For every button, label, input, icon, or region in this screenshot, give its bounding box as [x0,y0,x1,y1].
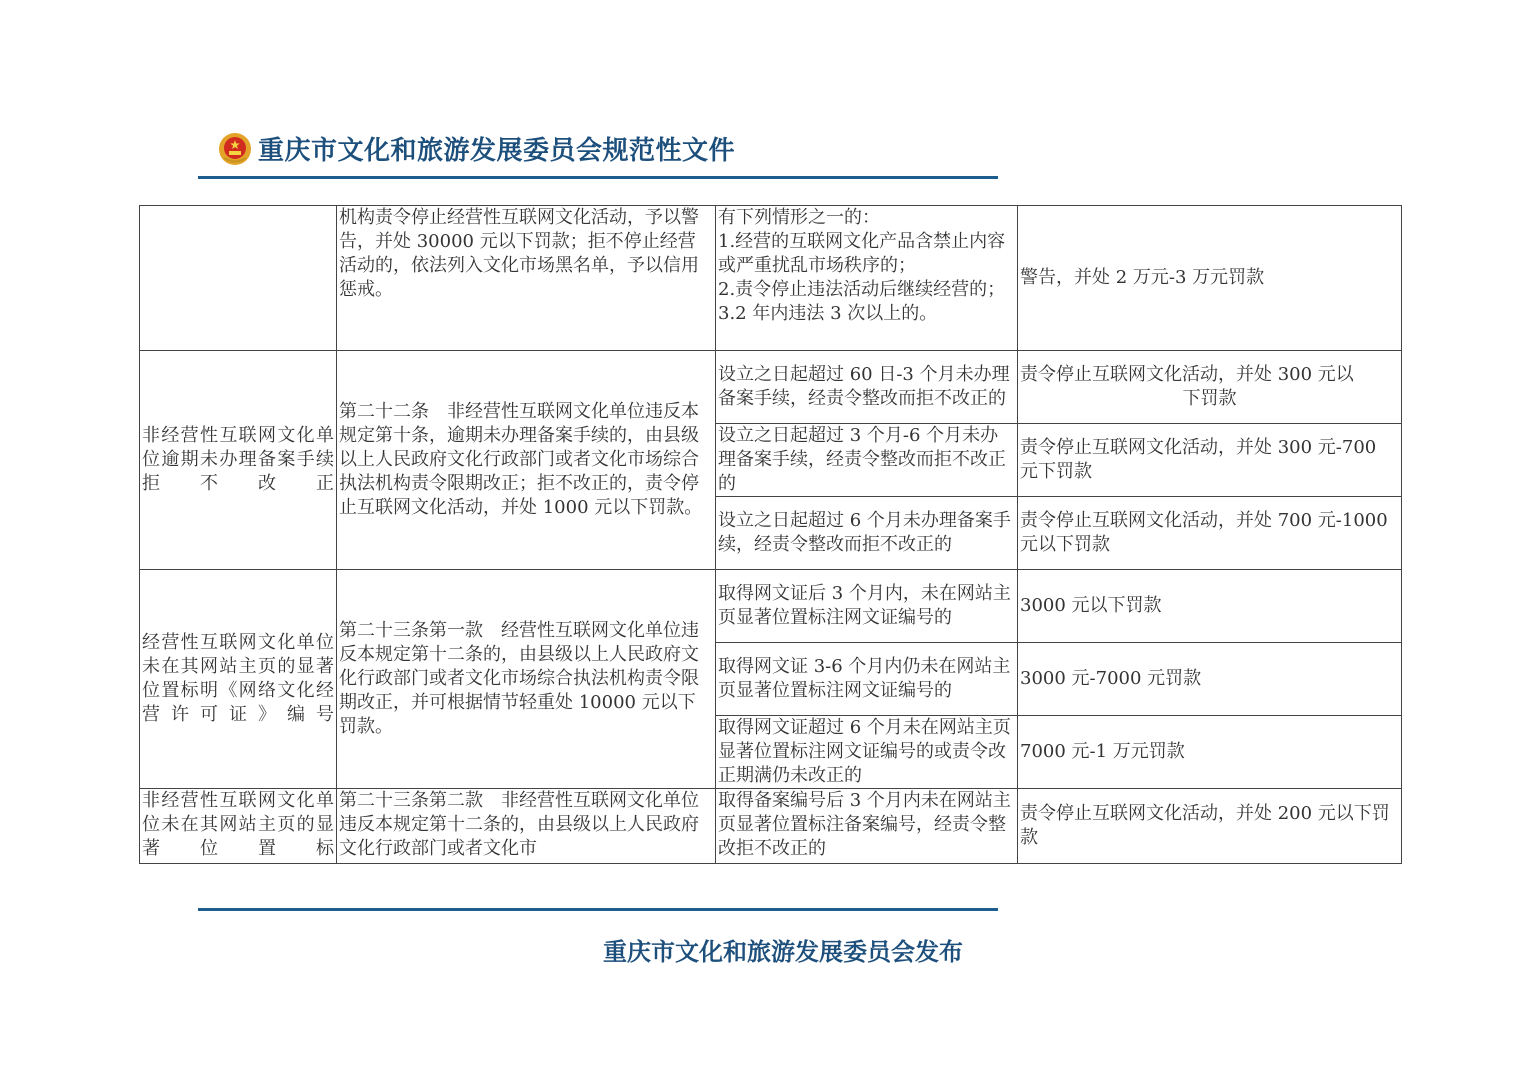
circumstance-cell: 取得网文证超过 6 个月未在网站主页显著位置标注网文证编号的或责令改正期满仍未改正的 [716,716,1018,789]
header-divider [198,176,998,179]
circumstance-cell: 取得备案编号后 3 个月内未在网站主页显著位置标注备案编号，经责令整改拒不改正的 [716,789,1018,864]
penalty-cell: 7000 元-1 万元罚款 [1018,716,1402,789]
violation-cell [140,206,337,351]
penalty-cell: 责令停止互联网文化活动，并处 300 元-700 元下罚款 [1018,424,1402,497]
footer-title: 重庆市文化和旅游发展委员会发布 [603,937,963,966]
violation-cell: 非经营性互联网文化单位未在其网站主页的显著位置标 [140,789,337,864]
circumstance-cell: 有下列情形之一的： 1.经营的互联网文化产品含禁止内容或严重扰乱市场秩序的； 2.责令停止违法活动后继续经营的； 3.2 年内违法 3 次以上的。 [716,206,1018,351]
header-title: 重庆市文化和旅游发展委员会规范性文件 [258,136,736,166]
circumstance-cell: 取得网文证 3-6 个月内仍未在网站主页显著位置标注网文证编号的 [716,643,1018,716]
circumstance-cell: 设立之日起超过 60 日-3 个月未办理备案手续，经责令整改而拒不改正的 [716,351,1018,424]
violation-cell: 经营性互联网文化单位未在其网站主页的显著位置标明《网络文化经营许可证》编号 [140,570,337,789]
basis-cell: 机构责令停止经营性互联网文化活动，予以警告，并处 30000 元以下罚款；拒不停止经营活动的，依法列入文化市场黑名单，予以信用惩戒。 [337,206,716,351]
penalty-cell: 3000 元以下罚款 [1018,570,1402,643]
penalty-table [139,205,1402,864]
table-row [140,570,1402,643]
basis-cell: 第二十三条第二款 非经营性互联网文化单位违反本规定第十二条的，由县级以上人民政府文化行政部门或者文化市 [337,789,716,864]
penalty-cell: 责令停止互联网文化活动，并处 200 元以下罚款 [1018,789,1402,864]
basis-cell: 第二十三条第一款 经营性互联网文化单位违反本规定第十二条的，由县级以上人民政府文化行政部门或者文化市场综合执法机构责令限期改正，并可根据情节轻重处 10000 元以下罚款。 [337,570,716,789]
table-row [140,206,1402,351]
table-row [140,789,1402,864]
penalty-cell [1018,351,1402,424]
penalty-line: 下罚款 [1182,388,1237,409]
penalty-cell: 警告，并处 2 万元-3 万元罚款 [1018,206,1402,351]
circumstance-cell: 设立之日起超过 3 个月-6 个月未办理备案手续，经责令整改而拒不改正的 [716,424,1018,497]
penalty-line: 责令停止互联网文化活动，并处 300 元以 [1020,364,1354,385]
circumstance-cell: 设立之日起超过 6 个月未办理备案手续，经责令整改而拒不改正的 [716,497,1018,570]
footer-divider [198,908,998,911]
circumstance-cell: 取得网文证后 3 个月内，未在网站主页显著位置标注网文证编号的 [716,570,1018,643]
national-emblem-icon [218,132,252,166]
document-header [218,130,735,167]
basis-cell: 第二十二条 非经营性互联网文化单位违反本规定第十条，逾期未办理备案手续的，由县级以上人民政府文化行政部门或者文化市场综合执法机构责令限期改正；拒不改正的，责令停止互联网文化活动，并处 1000 元以下罚款。 [337,351,716,570]
violation-cell: 非经营性互联网文化单位逾期未办理备案手续拒不改正 [140,351,337,570]
table-row [140,351,1402,424]
penalty-cell: 责令停止互联网文化活动，并处 700 元-1000 元以下罚款 [1018,497,1402,570]
penalty-cell: 3000 元-7000 元罚款 [1018,643,1402,716]
